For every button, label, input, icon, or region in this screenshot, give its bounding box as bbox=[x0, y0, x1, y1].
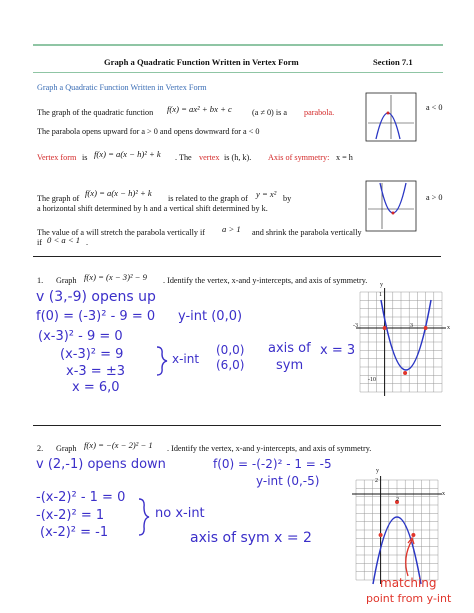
p1-brace bbox=[154, 345, 170, 377]
vertex-formula: f(x) = a(x − h)² + k bbox=[94, 149, 161, 159]
stretch-pre: The value of a will stretch the parabola vertically if bbox=[37, 228, 205, 237]
problem1-formula: f(x) = (x − 3)² − 9 bbox=[84, 272, 147, 282]
p1-yint-note: y-int (0,0) bbox=[178, 309, 243, 324]
problem1-number: 1. bbox=[37, 276, 44, 285]
p1-graph-y: y bbox=[380, 282, 383, 288]
vertex-mid: . The bbox=[175, 153, 192, 162]
p1-axis-b: sym bbox=[276, 358, 304, 373]
top-rule bbox=[33, 44, 443, 46]
p2-graph-ypos: 2 bbox=[375, 478, 378, 484]
problem2-formula: f(x) = −(x − 2)² − 1 bbox=[84, 440, 153, 450]
section-label: Section 7.1 bbox=[373, 57, 413, 67]
stretch-cond2: 0 < a < 1 bbox=[47, 235, 81, 245]
shift-mid: is related to the graph of bbox=[168, 194, 248, 203]
stretch-if: if bbox=[37, 238, 43, 247]
p1-xint1: (0,0) bbox=[216, 343, 245, 357]
p1-graph-xpos: 3 bbox=[410, 323, 413, 329]
parabola-word: parabola. bbox=[304, 108, 335, 117]
p1-xint-label: x-int bbox=[172, 352, 200, 366]
p1-graph-ypos: 1 bbox=[379, 292, 382, 298]
stretch-end: . bbox=[86, 238, 89, 247]
p1-graph-yneg: -10 bbox=[368, 377, 376, 383]
problem2-instruction: . Identify the vertex, x-and y-intercepts, and axis of symmetry. bbox=[167, 444, 372, 453]
p1-f0-note: f(0) = (-3)² - 9 = 0 bbox=[36, 309, 156, 324]
parent-function: y = x² bbox=[256, 189, 277, 199]
p1-graph-xneg: -3 bbox=[353, 323, 358, 329]
def-text: The graph of the quadratic function bbox=[37, 108, 154, 117]
divider-2 bbox=[33, 425, 441, 426]
def-cond: (a ≠ 0) is a bbox=[252, 108, 287, 117]
divider-1 bbox=[33, 256, 441, 257]
problem2-number: 2. bbox=[37, 444, 44, 453]
vertex-form-label: Vertex form bbox=[37, 153, 77, 162]
p2-yint-note: y-int (0,-5) bbox=[256, 474, 320, 488]
p2-matching-note: matching bbox=[380, 576, 437, 590]
stretch-cond: a > 1 bbox=[222, 224, 241, 234]
shift-formula: f(x) = a(x − h)² + k bbox=[85, 188, 152, 198]
axis-word: Axis of symmetry: bbox=[268, 153, 330, 162]
p2-graph-x: x bbox=[442, 491, 445, 497]
p2-step1: -(x-2)² - 1 = 0 bbox=[36, 490, 126, 505]
p2-step2: -(x-2)² = 1 bbox=[36, 508, 105, 523]
stretch-post: and shrink the parabola vertically bbox=[252, 228, 362, 237]
p1-axis-a: axis of bbox=[268, 341, 311, 356]
shift-pre: The graph of bbox=[37, 194, 80, 203]
p1-step2: (x-3)² = 9 bbox=[60, 347, 124, 362]
p1-step1: (x-3)² - 9 = 0 bbox=[38, 329, 123, 344]
p1-step4: x = 6,0 bbox=[72, 380, 120, 395]
p2-graph-xpos: 2 bbox=[396, 497, 399, 503]
vertex-is: is bbox=[82, 153, 88, 162]
subtitle: Graph a Quadratic Function Written in Vertex Form bbox=[37, 83, 207, 92]
p1-graph-x: x bbox=[447, 325, 450, 331]
graph-opens-down bbox=[366, 93, 416, 141]
header-rule bbox=[33, 72, 443, 73]
p1-step3: x-3 = ±3 bbox=[66, 364, 125, 379]
p2-step3: (x-2)² = -1 bbox=[40, 525, 109, 540]
p2-matching-note-2: point from y-int bbox=[366, 592, 452, 605]
p1-axis-eq: x = 3 bbox=[320, 343, 356, 358]
shift-line2: a horizontal shift determined by h and a vertical shift determined by k. bbox=[37, 204, 268, 213]
shift-by: by bbox=[283, 194, 292, 203]
p2-noint-note: no x-int bbox=[155, 506, 205, 521]
p2-axis-note: axis of sym x = 2 bbox=[190, 530, 312, 546]
p2-vertex-note: v (2,-1) opens down bbox=[36, 457, 166, 472]
p2-brace bbox=[136, 497, 152, 537]
def-formula: f(x) = ax² + bx + c bbox=[167, 104, 232, 114]
p2-graph-y: y bbox=[376, 468, 379, 474]
p1-xint2: (6,0) bbox=[216, 358, 245, 372]
opens-text: The parabola opens upward for a > 0 and opens downward for a < 0 bbox=[37, 127, 260, 136]
graph1-caption: a < 0 bbox=[426, 103, 443, 112]
graph2-caption: a > 0 bbox=[426, 193, 443, 202]
p2-f0-note: f(0) = -(-2)² - 1 = -5 bbox=[213, 457, 332, 471]
vertex-word: vertex bbox=[199, 153, 220, 162]
problem1-word: Graph bbox=[56, 276, 77, 285]
graph-opens-up bbox=[366, 181, 416, 231]
problem1-instruction: . Identify the vertex, x-and y-intercepts, and axis of symmetry. bbox=[163, 276, 368, 285]
problem2-word: Graph bbox=[56, 444, 77, 453]
p1-vertex-note: v (3,-9) opens up bbox=[36, 289, 156, 305]
vertex-hk: is (h, k). bbox=[224, 153, 252, 162]
axis-eq: x = h bbox=[336, 153, 353, 162]
page-title: Graph a Quadratic Function Written in Vertex Form bbox=[104, 57, 299, 67]
